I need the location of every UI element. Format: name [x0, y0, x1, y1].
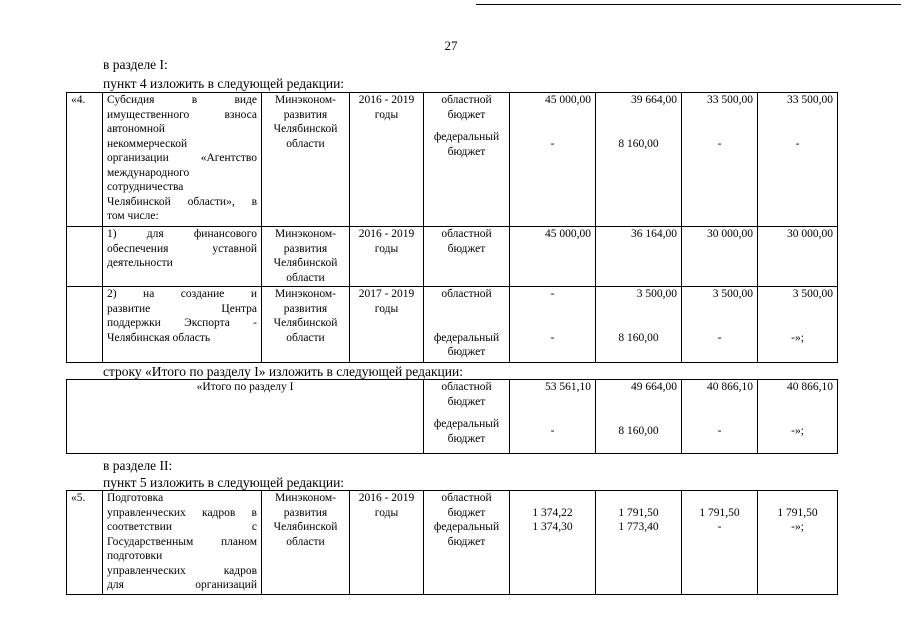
row-value-4: 1 791,50 -»; — [758, 491, 838, 595]
row-budget-source: областной бюджет федеральный бюджет — [424, 93, 510, 227]
table-row — [67, 287, 838, 363]
row-years: 2016 - 2019 годы — [350, 491, 424, 595]
row-value-1: 45 000,00 - — [510, 93, 596, 227]
row-value-4: 33 500,00 - — [758, 93, 838, 227]
row-executor: Минэконом- развития Челябинской области — [262, 93, 350, 227]
total-label: «Итого по разделу I — [67, 380, 424, 454]
row-value-3: 40 866,10 - — [682, 380, 758, 454]
row-executor: Минэконом- развития Челябинской области — [262, 491, 350, 595]
row-value-1: 1 374,22 1 374,30 — [510, 491, 596, 595]
table-row — [67, 380, 838, 454]
table-section2-item5 — [66, 490, 838, 595]
row-value-2: 36 164,00 — [596, 227, 682, 287]
row-executor: Минэконом- развития Челябинской области — [262, 287, 350, 363]
row-budget-source: областной бюджет — [424, 227, 510, 287]
section1-intro: в разделе I: — [103, 57, 168, 72]
row-value-4: 3 500,00 -»; — [758, 287, 838, 363]
row-number: «4. — [67, 93, 103, 227]
row-value-3: 3 500,00 - — [682, 287, 758, 363]
row-number — [67, 287, 103, 363]
row-budget-source: областной бюджет федеральный бюджет — [424, 491, 510, 595]
row-name: Субсидия в виде имущественного взноса автономной некоммерческой организации «Агентство международного сотрудничества Челябинской области», в том числе: — [103, 93, 262, 227]
row-years: 2016 - 2019 годы — [350, 93, 424, 227]
row-years: 2017 - 2019 годы — [350, 287, 424, 363]
row-value-1: - - — [510, 287, 596, 363]
row-years: 2016 - 2019 годы — [350, 227, 424, 287]
row-value-2: 3 500,00 8 160,00 — [596, 287, 682, 363]
row-value-3: 33 500,00 - — [682, 93, 758, 227]
header-rule — [476, 4, 901, 5]
section1-item-intro: пункт 4 изложить в следующей редакции: — [103, 76, 345, 91]
table-row — [67, 93, 838, 227]
row-value-1: 53 561,10 - — [510, 380, 596, 454]
table-section1-item4 — [66, 92, 838, 363]
row-value-3: 1 791,50 - — [682, 491, 758, 595]
page-number: 27 — [444, 38, 458, 53]
row-name: 1) для финансового обеспечения уставной деятельности — [103, 227, 262, 287]
table-total-section1 — [66, 379, 838, 454]
section2-intro: в разделе II: — [103, 458, 173, 473]
row-value-2: 1 791,50 1 773,40 — [596, 491, 682, 595]
row-budget-source: областной федеральный бюджет — [424, 287, 510, 363]
row-executor: Минэконом- развития Челябинской области — [262, 227, 350, 287]
row-name: Подготовка управленческих кадров в соответствии с Государственным планом подготовки управленческих кадров для организаций — [103, 491, 262, 595]
total-intro: строку «Итого по разделу I» изложить в следующей редакции: — [103, 364, 463, 379]
row-value-1: 45 000,00 — [510, 227, 596, 287]
row-value-2: 39 664,00 8 160,00 — [596, 93, 682, 227]
row-number: «5. — [67, 491, 103, 595]
section2-item-intro: пункт 5 изложить в следующей редакции: — [103, 475, 345, 490]
table-row — [67, 227, 838, 287]
row-value-4: 30 000,00 — [758, 227, 838, 287]
row-number — [67, 227, 103, 287]
row-name: 2) на создание и развитие Центра поддержки Экспорта - Челябинская область — [103, 287, 262, 363]
table-row — [67, 491, 838, 595]
row-value-2: 49 664,00 8 160,00 — [596, 380, 682, 454]
row-budget-source: областной бюджет федеральный бюджет — [424, 380, 510, 454]
row-value-4: 40 866,10 -»; — [758, 380, 838, 454]
row-value-3: 30 000,00 — [682, 227, 758, 287]
